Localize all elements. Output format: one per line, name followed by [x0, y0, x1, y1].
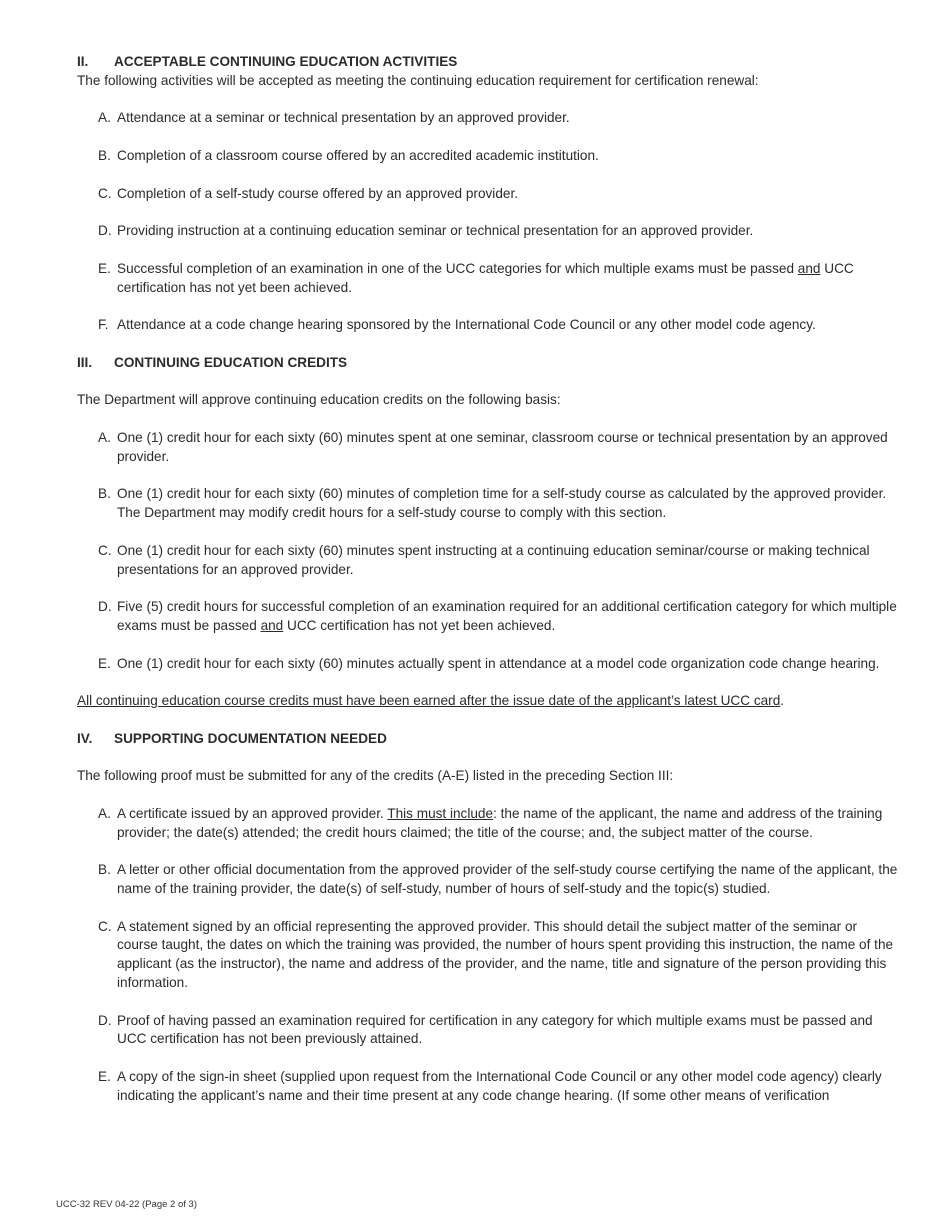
- list-item: [77, 655, 899, 674]
- list-text: One (1) credit hour for each sixty (60) minutes spent instructing at a continuing education seminar/course or making technical presentations for an approved provider.: [117, 542, 870, 577]
- section-title: SUPPORTING DOCUMENTATION NEEDED: [114, 730, 387, 746]
- list-item: [77, 316, 899, 335]
- section-iii-heading: [77, 354, 899, 373]
- list-text: A copy of the sign-in sheet (supplied upon request from the International Code Council or any other model code agency) clearly indicating the applicant’s name and their time present at any code change hearing. (If some other means of verification: [117, 1069, 882, 1103]
- list-text: One (1) credit hour for each sixty (60) minutes of completion time for a self-study course as calculated by the approved provider. The Department may modify credit hours for a self-study course to comply with this section.: [117, 486, 887, 521]
- underlined-text: and: [797, 260, 821, 276]
- list-item: [77, 598, 899, 636]
- section-number: IV.: [77, 730, 93, 746]
- document-page: [77, 53, 899, 1106]
- list-item: [77, 861, 899, 899]
- list-item: [77, 918, 899, 993]
- underlined-text: and: [260, 617, 284, 633]
- section-ii-list: [77, 109, 899, 335]
- list-letter: C.: [98, 918, 112, 934]
- list-letter: E.: [98, 1069, 111, 1085]
- list-text: UCC certification has not yet been achieved.: [283, 617, 556, 633]
- section-ii-heading: [77, 53, 899, 72]
- list-text: : the name of the applicant, the name and address of the training provider; the date(s) attended; the credit hours claimed; the title of the course; and, the subject matter of the course.: [117, 805, 883, 840]
- section-iii-list: [77, 429, 899, 673]
- section-iv-list: [77, 805, 899, 1106]
- list-item: [77, 805, 899, 843]
- list-letter: E.: [98, 655, 111, 671]
- list-letter: F.: [98, 317, 109, 333]
- list-item: [77, 1068, 899, 1106]
- list-item: [77, 185, 899, 204]
- list-text: Attendance at a seminar or technical presentation by an approved provider.: [117, 110, 570, 126]
- list-text: One (1) credit hour for each sixty (60) minutes actually spent in attendance at a model code organization code change hearing.: [117, 655, 880, 671]
- list-letter: E.: [98, 260, 111, 276]
- list-text: One (1) credit hour for each sixty (60) minutes spent at one seminar, classroom course or technical presentation by an approved provider.: [117, 429, 888, 464]
- list-item: [77, 222, 899, 241]
- list-item: [77, 542, 899, 580]
- list-text: UCC certification has not yet been achieved.: [117, 260, 854, 295]
- credits-note-end: .: [780, 693, 785, 709]
- list-letter: A.: [98, 805, 111, 821]
- list-text: Providing instruction at a continuing education seminar or technical presentation for an approved provider.: [117, 223, 754, 239]
- section-title: CONTINUING EDUCATION CREDITS: [114, 354, 348, 370]
- underlined-text: This must include: [387, 805, 494, 821]
- list-item: [77, 109, 899, 128]
- list-text: Completion of a classroom course offered by an accredited academic institution.: [117, 147, 599, 163]
- list-letter: D.: [98, 599, 112, 615]
- list-text: Successful completion of an examination in one of the UCC categories for which multiple exams must be passed: [117, 260, 798, 276]
- list-text: A certificate issued by an approved provider.: [117, 805, 388, 821]
- list-item: [77, 1012, 899, 1050]
- list-letter: C.: [98, 542, 112, 558]
- list-item: [77, 260, 899, 298]
- section-ii-intro: The following activities will be accepted as meeting the continuing education requirement for certification renewal:: [77, 72, 759, 88]
- credits-note-underlined: All continuing education course credits must have been earned after the issue date of the applicant’s latest UCC card: [77, 693, 781, 709]
- credits-note: [77, 692, 899, 711]
- section-number: II.: [77, 54, 89, 69]
- list-item: [77, 147, 899, 166]
- section-iii-intro: The Department will approve continuing education credits on the following basis:: [77, 392, 561, 408]
- section-title: ACCEPTABLE CONTINUING EDUCATION ACTIVITIES: [114, 54, 458, 69]
- list-letter: B.: [98, 862, 111, 878]
- page-footer: UCC-32 REV 04-22 (Page 2 of 3): [56, 1199, 197, 1210]
- list-letter: D.: [98, 1012, 112, 1028]
- list-letter: B.: [98, 147, 111, 163]
- list-text: Proof of having passed an examination required for certification in any category for which multiple exams must be passed and UCC certification has not been previously attained.: [117, 1012, 873, 1047]
- list-item: [77, 429, 899, 467]
- list-text: Completion of a self-study course offered by an approved provider.: [117, 185, 518, 201]
- list-text: Five (5) credit hours for successful completion of an examination required for an additional certification category for which multiple exams must be passed: [117, 599, 897, 633]
- list-text: Attendance at a code change hearing sponsored by the International Code Council or any other model code agency.: [117, 317, 816, 333]
- list-letter: A.: [98, 110, 111, 126]
- section-iv-intro: The following proof must be submitted for any of the credits (A-E) listed in the preceding Section III:: [77, 768, 674, 784]
- list-text: A letter or other official documentation from the approved provider of the self-study course certifying the name of the applicant, the name of the training provider, the date(s) of self-study, number of hours of self-study and the topic(s) studied.: [117, 862, 898, 897]
- list-text: A statement signed by an official representing the approved provider. This should detail the subject matter of the seminar or course taught, the dates on which the training was provided, the number of hours spent providing this instruction, the name of the applicant (as the instructor), the name and address of the provider, and the name, title and signature of the person providing this information.: [117, 918, 894, 991]
- section-number: III.: [77, 354, 93, 370]
- list-letter: A.: [98, 429, 111, 445]
- list-letter: D.: [98, 223, 112, 239]
- section-iv-heading: [77, 730, 899, 749]
- list-item: [77, 485, 899, 523]
- list-letter: C.: [98, 185, 112, 201]
- list-letter: B.: [98, 486, 111, 502]
